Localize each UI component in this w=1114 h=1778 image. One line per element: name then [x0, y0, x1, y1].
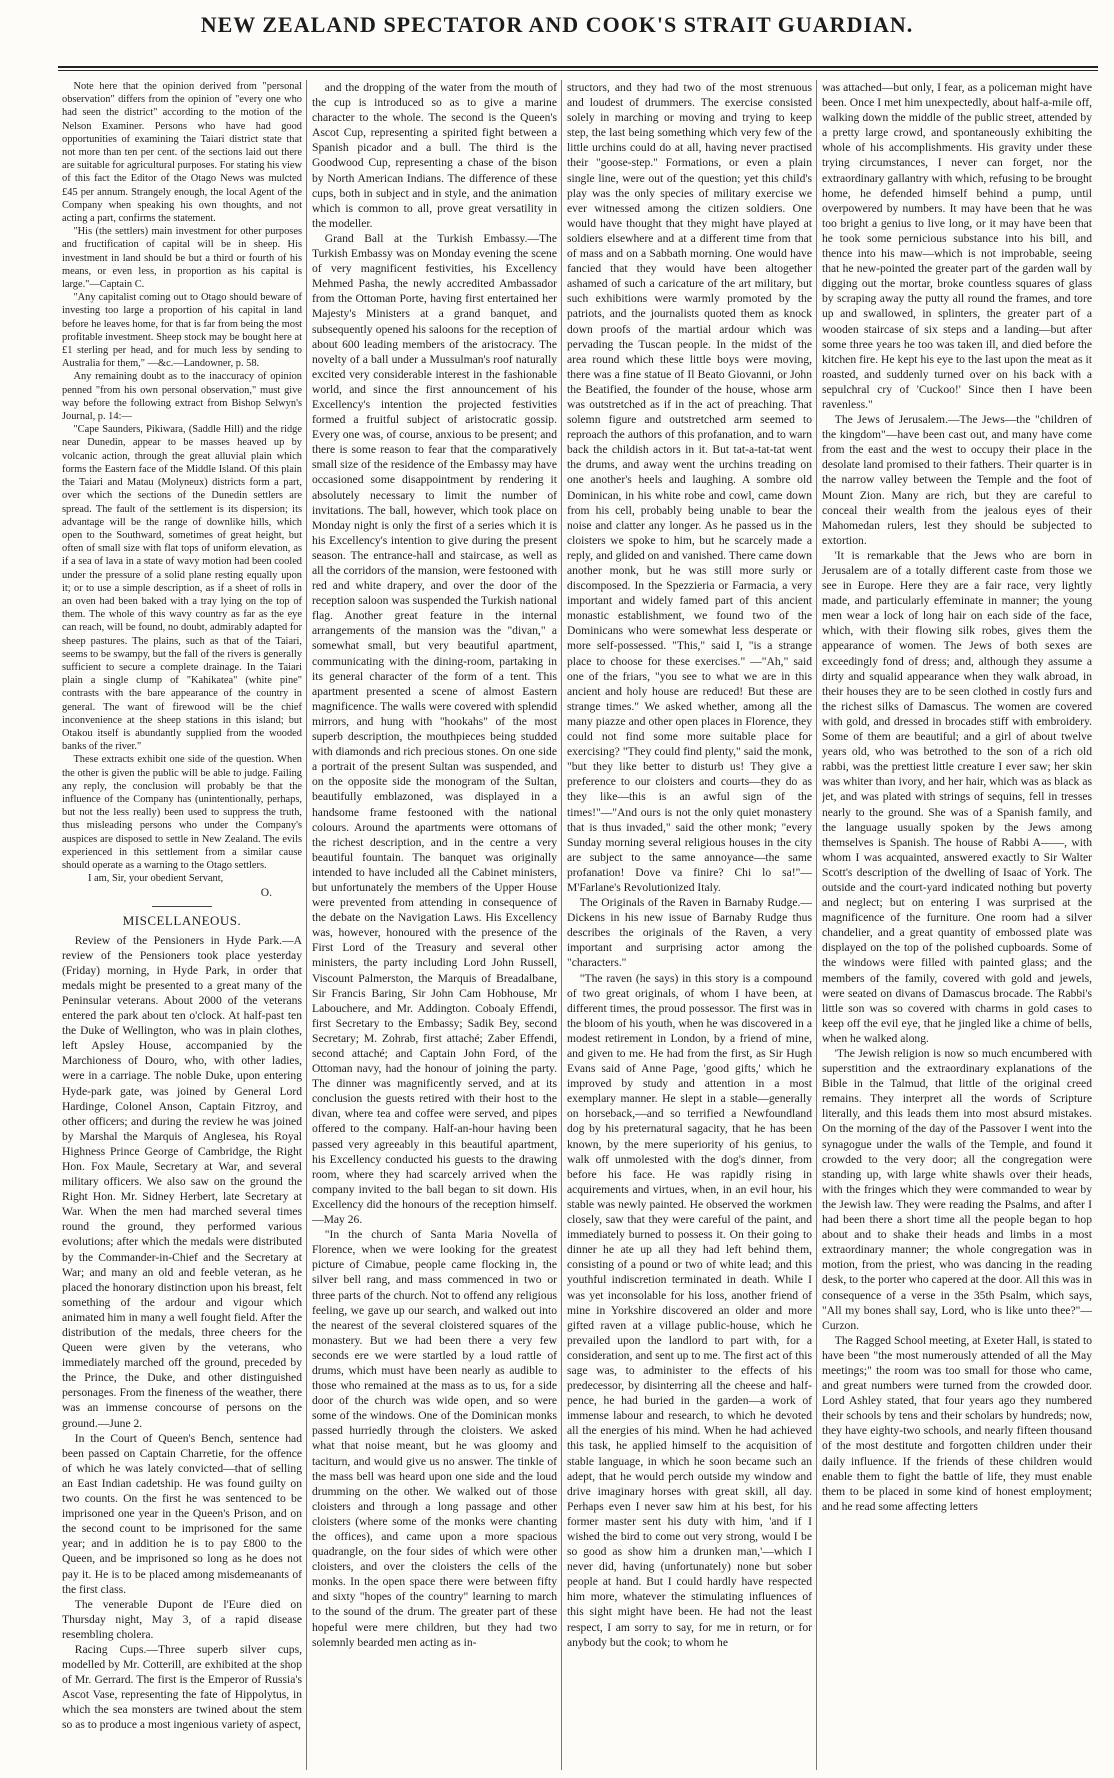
- column-divider: [561, 80, 562, 1770]
- section-title: MISCELLANEOUS.: [122, 913, 242, 929]
- article: and the dropping of the water from the mouth of the cup is introduced so as to give a marine character to the whole. The second is the Queen's Ascot Cup, representing a spirited fight between a Spanish picador and a bull. The third is the Goodwood Cup, representing a chase of the bison by North American Indians. The difference of these cups, both in subject and in style, and the animation which is common to all, prove great versatility in the modeller.: [312, 81, 557, 230]
- article: The Jews of Jerusalem.—The Jews—the "children of the kingdom"—have been cast out, and many have come from the east and the west to occupy their place in the desolate land promised to their fathers. Their quarter is in the narrow valley between the Temple and the foot of Mount Zion. Many are rich, but they are careful to conceal their wealth from the jealous eyes of their Mahomedan rulers, lest they should be subjected to extortion.: [822, 413, 1092, 547]
- article: "In the church of Santa Maria Novella of Florence, when we were looking for the greatest picture of Cimabue, people came flocking in, the silver bell rang, and mass commenced in two or three parts of the church. Not to offend any religious feeling, we gave up our search, and walked out into the nearest of the several cloistered squares of the monastery. But we had been there a very few seconds ere we were startled by a loud rattle of drums, which must have been nearly as audible to those who remained at the mass as to us, for a side door of the church was wide open, and so were some of the windows. One of the Dominican monks passed hurriedly through the cloisters. We asked what that noise meant, but he was gloomy and taciturn, and would give us no answer. The tinkle of the mass bell was heard upon one side and the loud drumming on the other. We walked out of those cloisters and through a long passage and other cloisters (where some of the monks were chanting the offices), and came upon a more spacious quadrangle, on the four sides of which were other cloisters, and over the cloisters the cells of the monks. In the open space there were between fifty and sixty "hopes of the country" learning to march to the sound of the drum. The greater part of these hopeful were mere children, but they had two solemnly bearded men acting as in-: [312, 1228, 557, 1649]
- column-1: [62, 80, 302, 1770]
- column-4: [822, 80, 1092, 1770]
- masthead-rule: [58, 66, 1098, 68]
- letter-signature: O.: [260, 886, 272, 900]
- article: 'It is remarkable that the Jews who are born in Jerusalem are of a totally different caste from those we see in Europe. Here they are a fair race, very lightly made, and particularly effeminate in manner; the young men wear a lock of long hair on each side of the face, which, with their flowing silk robes, gives them the appearance of women. The Jews of both sexes are exceedingly fond of dress; and, although they assume a dirty and squalid appearance when they walk abroad, in their houses they are to be seen clothed in costly furs and the richest silks of Damascus. The women are covered with gold, and dressed in brocades stiff with embroidery. Some of them are beautiful; and a girl of about twelve years old, who was betrothed to the son of a rich old rabbi, was the prettiest little creature I ever saw; her skin was whiter than ivory, and her hair, which was as black as jet, and was plated with strings of sequins, fell in tresses nearly to the ground. She was of a Spanish family, and the language usually spoken by the Jews among themselves is Spanish. The house of Rabbi A——, with whom I was acquainted, answered exactly to Sir Walter Scott's description of the dwelling of Isaac of York. The outside and the court-yard indicated nothing but poverty and neglect; but on entering I was surprised at the magnificence of the furniture. One room had a silver chandelier, and a great quantity of embossed plate was displayed on the top of the polished cupboards. Some of the windows were filled with painted glass; and the members of the family, covered with gold and jewels, were seated on divans of Damascus brocade. The Rabbi's little son was so covered with charms in gold cases to keep off the evil eye, that he jingled like a chime of bells, when he walked along.: [822, 548, 1092, 1045]
- paragraph: Note here that the opinion derived from "personal observation" differs from the opinion of "every one who had seen the district" according to the motion of the Nelson Examiner. Persons who have had good opportunities of examining the Taiari district state that not more than ten per cent. of the sections laid out there are suitable for agricultural purposes. For stating his view of this fact the Editor of the Otago News was mulcted £45 per annum. Strangely enough, the local Agent of the Company when speaking his own thoughts, and not acting a part, confirms the statement.: [62, 81, 302, 225]
- quote: "His (the settlers) main investment for other purposes and fructification of capital will be in sheep. His investment in land should be but a third or fourth of his means, or even less, in proportion as his capital is large."—Captain C.: [62, 226, 302, 291]
- article: was attached—but only, I fear, as a policeman might have been. Once I met him unexpectedly, about half-a-mile off, walking down the middle of the public street, attended by a pretty large crowd, and spontaneously exhibiting the whole of his accomplishments. His gravity under these trying circumstances, I never can forget, nor the extraordinary gallantry with which, refusing to be brought home, he defended himself behind a pump, until overpowered by numbers. It may have been that he was too bright a genius to live long, or it may have been that he took some pernicious substance into his bill, and thence into his maw—which is not improbable, seeing that he new-pointed the greater part of the garden wall by digging out the mortar, broke countless squares of glass by scraping away the putty all round the frames, and tore up and swallowed, in splinters, the greater part of a wooden staircase of six steps and a landing—but after some three years he too was taken ill, and died before the kitchen fire. He kept his eye to the last upon the meat as it roasted, and suddenly turned over on his back with a sepulchral cry of 'Cuckoo!' Since then I have been ravenless.": [822, 81, 1092, 411]
- masthead: NEW ZEALAND SPECTATOR AND COOK'S STRAIT GUARDIAN.: [200, 12, 914, 37]
- masthead-rule-thin: [58, 70, 1098, 71]
- column-2: [312, 80, 557, 1770]
- article: The Originals of the Raven in Barnaby Rudge.—Dickens in his new issue of Barnaby Rudge thus describes the originals of the Raven, a very important and surprising actor among the "characters.": [567, 896, 812, 970]
- letter-closing: I am, Sir, your obedient Servant,: [88, 873, 224, 885]
- article: "The raven (he says) in this story is a compound of two great originals, of whom I have been, at different times, the proud possessor. The first was in the bloom of his youth, when he was discovered in a modest retirement in London, by a friend of mine, and given to me. He had from the first, as Sir Hugh Evans said of Anne Page, 'good gifts,' which he improved by study and attention in a most exemplary manner. He slept in a stable—generally on horseback,—and so terrified a Newfoundland dog by his preternatural sagacity, that he has been known, by the mere superiority of his genius, to walk off unmolested with the dog's dinner, from before his face. He was rapidly rising in acquirements and virtues, when, in an evil hour, his stable was newly painted. He observed the workmen closely, saw that they were careful of the paint, and immediately burned to possess it. On their going to dinner he ate up all they had left behind them, consisting of a pound or two of white lead; and this youthful indiscretion terminated in death. While I was yet inconsolable for his loss, another friend of mine in Yorkshire discovered an older and more gifted raven at a village public-house, which he prevailed upon the landlord to part with, for a consideration, and sent up to me. The first act of this sage was, to administer to the effects of his predecessor, by disinterring all the cheese and half-pence, he had buried in the garden—a work of immense labour and research, to which he devoted all the energies of his mind. When he had achieved this task, he applied himself to the acquisition of stable language, in which he soon became such an adept, that he would perch outside my window and drive imaginary horses with great skill, all day. Perhaps even I never saw him at his best, for his former master sent his duty with him, 'and if I wished the bird to come out very strong, would I be so good as show him a drunken man,'—which I never did, having (unfortunately) none but sober people at hand. But I could hardly have respected him more, whatever the stimulating influences of this sight might have been. He had not the least respect, I am sorry to say, for me in return, or for anybody but the cook; to whom he: [567, 971, 812, 1649]
- quote: "Cape Saunders, Pikiwara, (Saddle Hill) and the ridge near Dunedin, appear to be masses heaved up by volcanic action, through the great alluvial plain which forms the Eastern face of the Middle Island. Of this plain the Taiari and Matau (Molyneux) districts form a part, over which the sections of the Dunedin settlers are spread. The fault of the settlement is its dispersion; its advantage will be the range of downlike hills, which open to the Southward, sometimes of great height, but often of small size with flat tops of uniform elevation, as if a sea of lava in a state of wavy motion had been cooled under the pressure of a solid plane resting equally upon it; or to use a simple description, as if a sheet of rolls in an oven had been baked with a tray lying on the top of them. The whole of this wavy country as far as the eye can reach, will be found, no doubt, admirably adapted for sheep pastures. The plains, such as that of the Taiari, seems to be swampy, but the fall of the rivers is generally sufficient to secure a complete drainage. In the Taiari plain a single clump of "Kahikatea" (white pine" contrasts with the bare appearance of the country in general. The want of firewood will be the chief inconvenience at the sheep stations in this island; but Otakou itself is abundantly supplied from the wooded banks of the river.": [62, 424, 302, 753]
- quote: "Any capitalist coming out to Otago should beware of investing too large a proportion of his capital in land before he leaves home, for that is far from being the most profitable investment. Sheep stock may be bought here at £1 sterling per head, and for much less by sending to Australia for them," —&c.—Landowner, p. 58.: [62, 292, 302, 370]
- article: The Ragged School meeting, at Exeter Hall, is stated to have been "the most numerously attended of all the May meetings;" the room was too small for those who came, and great numbers were turned from the crowded door. Lord Ashley stated, that four years ago they numbered their schools by tens and their scholars by hundreds; now, they have eighty-two schools, and nearly fifteen thousand of the most destitute and forgotten children under their daily influence. If the friends of these children would enable them to fight the battle of life, they must enable them to be placed in some kind of honest employment; and he read some affecting letters: [822, 1333, 1092, 1513]
- article: Review of the Pensioners in Hyde Park.—A review of the Pensioners took place yesterday (Friday) morning, in Hyde Park, in order that medals might be presented to a great many of the Peninsular veterans. About 2000 of the veterans entered the park about ten o'clock. At half-past ten the Duke of Wellington, who was in plain clothes, left Apsley House, accompanied by the Marchioness of Douro, who, with other ladies, were in a carriage. The noble Duke, upon entering Hyde-park gate, was joined by General Lord Hardinge, Colonel Anson, Captain Fitzroy, and other officers; and during the review he was joined by Marshal the Marquis of Anglesea, his Royal Highness Prince George of Cambridge, the Right Hon. Fox Maule, Secretary at War, and several military officers. We also saw on the ground the Right Hon. Mr. Sidney Herbert, late Secretary at War. When the men had marched several times round the ground, they performed various evolutions; after which the medals were distributed by the Commander-in-Chief and the Secretary at War; and many an old and feeble veteran, as he placed the honorary distinction upon his breast, felt something of the ardour and vigour which animated him in many a well fought field. After the distribution of the medals, three cheers for the Queen were given by the veterans, who immediately marched off the ground, preceded by the Prince, the Duke, and other distinguished personages. From the fineness of the weather, there was an immense concourse of persons on the ground.—June 2.: [62, 933, 302, 1430]
- paragraph: Any remaining doubt as to the inaccuracy of opinion penned "from his own personal observation," must give way before the following extract from Bishop Selwyn's Journal, p. 14:—: [62, 371, 302, 423]
- article: Grand Ball at the Turkish Embassy.—The Turkish Embassy was on Monday evening the scene of very magnificent festivities, his Excellency Mehmed Pasha, the newly accredited Ambassador from the Ottoman Porte, having first entertained her Majesty's Ministers at a grand banquet, and subsequently opened his saloons for the reception of about 600 leading members of the aristocracy. The novelty of a ball under a Mussulman's roof naturally excited very considerable interest in the fashionable world, and since the first announcement of his Excellency's intention the projected festivities formed a fruitful subject of aristocratic gossip. Every one was, of course, anxious to be present; and there is some reason to fear that the comparatively small size of the residence of the Embassy may have occasioned some disappointment by rendering it absolutely necessary to limit the number of invitations. The ball, however, which took place on Monday night is only the first of a series which it is his Excellency's intention to give during the present season. The entrance-hall and staircase, as well as all the corridors of the mansion, were festooned with red and white drapery, and over the door of the reception saloon was suspended the Turkish national flag. Another great feature in the internal arrangements of the mansion was the "divan," a somewhat small, but very beautiful apartment, communicating with the dining-room, partaking in its general character of the form of a tent. This apartment presented a scene of almost Eastern magnificence. The walls were covered with splendid mirrors, and hung with "hookahs" of the most superb description, the mouthpieces being studded with diamonds and rich precious stones. On one side a portrait of the present Sultan was suspended, and on the opposite side the monogram of the Sultan, beautifully emblazoned, was displayed in a handsome frame festooned with the national colours. Around the apartments were ottomans of the richest description, and in the centre a very beautiful fountain. The banquet was originally intended to have included all the Cabinet ministers, but unfortunately the members of the Upper House were prevented from attending in consequence of the debate on the Navigation Laws. His Excellency was, however, honoured with the presence of the First Lord of the Treasury and several other ministers, the party including Lord John Russell, Viscount Palmerston, the Marquis of Breadalbane, Sir Francis Baring, Sir John Cam Hobhouse, Mr Labouchere, and Mr. Addington. Coboaly Effendi, first Secretary to the Embassy; Sadik Bey, second Secretary; M. Zohrab, first attaché; Zaber Effendi, second attaché; and Captain John Ford, of the Ottoman navy, had the honour of joining the party. The dinner was magnificently served, and at its conclusion the guests retired with their host to the divan, where tea and coffee were served, and pipes offered to the company. Half-an-hour having been passed very agreeably in this beautiful apartment, his Excellency conducted his guests to the drawing room, where they had scarcely arrived when the company invited to the ball began to sit down. His Excellency did the honours of the reception himself.—May 26.: [312, 231, 557, 1227]
- article: structors, and they had two of the most strenuous and loudest of drummers. The exercise consisted solely in marching or moving and trying to keep step, the last being something which very few of the little urchins could do at all, having never practised their "goose-step." Formations, or even a plain single line, were out of the question; yet this child's play was the only species of military exercise we ever witnessed among the citizen soldiers. One would have thought that they might have played at soldiers elsewhere and at a different time from that of mass and on a Sabbath morning. One would have fancied that they would have been altogether ashamed of such a caricature of the art military, but such exhibitions were warmly promoted by the patriots, and the journalists quoted them as knock down proofs of the martial ardour which was pervading the Tuscan people. In the midst of the area round which these little boys were moving, there was a fine statue of Il Beato Giovanni, or John the Beatified, the founder of the house, whose arm was outstretched as if in the act of preaching. That solemn figure and outstretched arm seemed to reproach the authors of this profanation, and to warn back the childish actors in it. But tat-a-tat-tat went the drums, and away went the urchins treading on one another's heels and laughing. A sombre old Dominican, in his white robe and cowl, came down from his cell, probably being unable to bear the noise and clatter any longer. As he passed us in the cloisters we spoke to him, but he scarcely made a reply, and glided on and vanished. There came down another monk, but he was still more surly or discomposed. In the Spezzieria or Farmacia, a very important and widely famed part of this ancient monastic establishment, we found two of the Dominicans who were somewhat less desperate or more self-possessed. "This," said I, "is a strange place to choose for these exercises." —"Ah," said one of the friars, "you see to what we are in this ancient and holy house are reduced! But these are strange times." We asked whether, among all the many piazze and other open places in Florence, they could not find some more suitable place for exercising? "They could find plenty," said the monk, "but they like better to disturb us! They give a preference to our cloisters and courts—they do as they like—this is an awful sign of the times!"—"And ours is not the only quiet monastery that is thus invaded," said the other monk; "every Sunday morning several religious houses in the city are subject to the same annoyance—the same profanation! Dove va finire? Chi lo sa!"—M'Farlane's Revolutionized Italy.: [567, 81, 812, 894]
- article: Racing Cups.—Three superb silver cups, modelled by Mr. Cotterill, are exhibited at the shop of Mr. Gerrard. The first is the Emperor of Russia's Ascot Vase, representing the fate of Hippolytus, in which the sea monsters are twined about the stem so as to produce a most ingenious variety of aspect,: [62, 1642, 302, 1732]
- paragraph: These extracts exhibit one side of the question. When the other is given the public will be able to judge. Failing any reply, the conclusion will probably be that the influence of the Company has (unintentionally, perhaps, but not the less really) been used to suppress the truth, thus misleading persons who under the Company's auspices are disposed to settle in New Zealand. The evils experienced in this settlement from a similar cause should operate as a warning to the Otago settlers.: [62, 754, 302, 871]
- article: 'The Jewish religion is now so much encumbered with superstition and the extraordinary explanations of the Bible in the Talmud, that little of the original creed remains. They interpret all the words of Scripture literally, and this leads them into most absurd mistakes. On the morning of the day of the Passover I went into the synagogue under the walls of the Temple, and found it crowded to the very door; all the congregation were standing up, with large white shawls over their heads, with the fringes which they were commanded to wear by the Jewish law. They were reading the Psalms, and after I had been there a short time all the people began to hop about and to shake their heads and limbs in a most extraordinary manner; the whole congregation was in motion, from the priest, who was dancing in the reading desk, to the porter who capered at the door. All this was in consequence of a verse in the 35th Psalm, which says, "All my bones shall say, Lord, who is like unto thee?"—Curzon.: [822, 1047, 1092, 1332]
- article: In the Court of Queen's Bench, sentence had been passed on Captain Charretie, for the offence of which he was lately convicted—that of selling an East Indian cadetship. He was found guilty on two counts. On the first he was sentenced to be imprisoned one year in the Queen's Prison, and on the second count to be imprisoned for the same year; and in addition he is to pay £800 to the Queen, and be imprisoned so long as he does not pay it. He is to be placed among misdemeanants of the first class.: [62, 1431, 302, 1596]
- column-3: [567, 80, 812, 1770]
- article: The venerable Dupont de l'Eure died on Thursday night, May 3, of a rapid disease resembling cholera.: [62, 1597, 302, 1641]
- column-divider: [306, 80, 307, 1770]
- column-divider: [816, 80, 817, 1770]
- section-divider: [152, 906, 212, 907]
